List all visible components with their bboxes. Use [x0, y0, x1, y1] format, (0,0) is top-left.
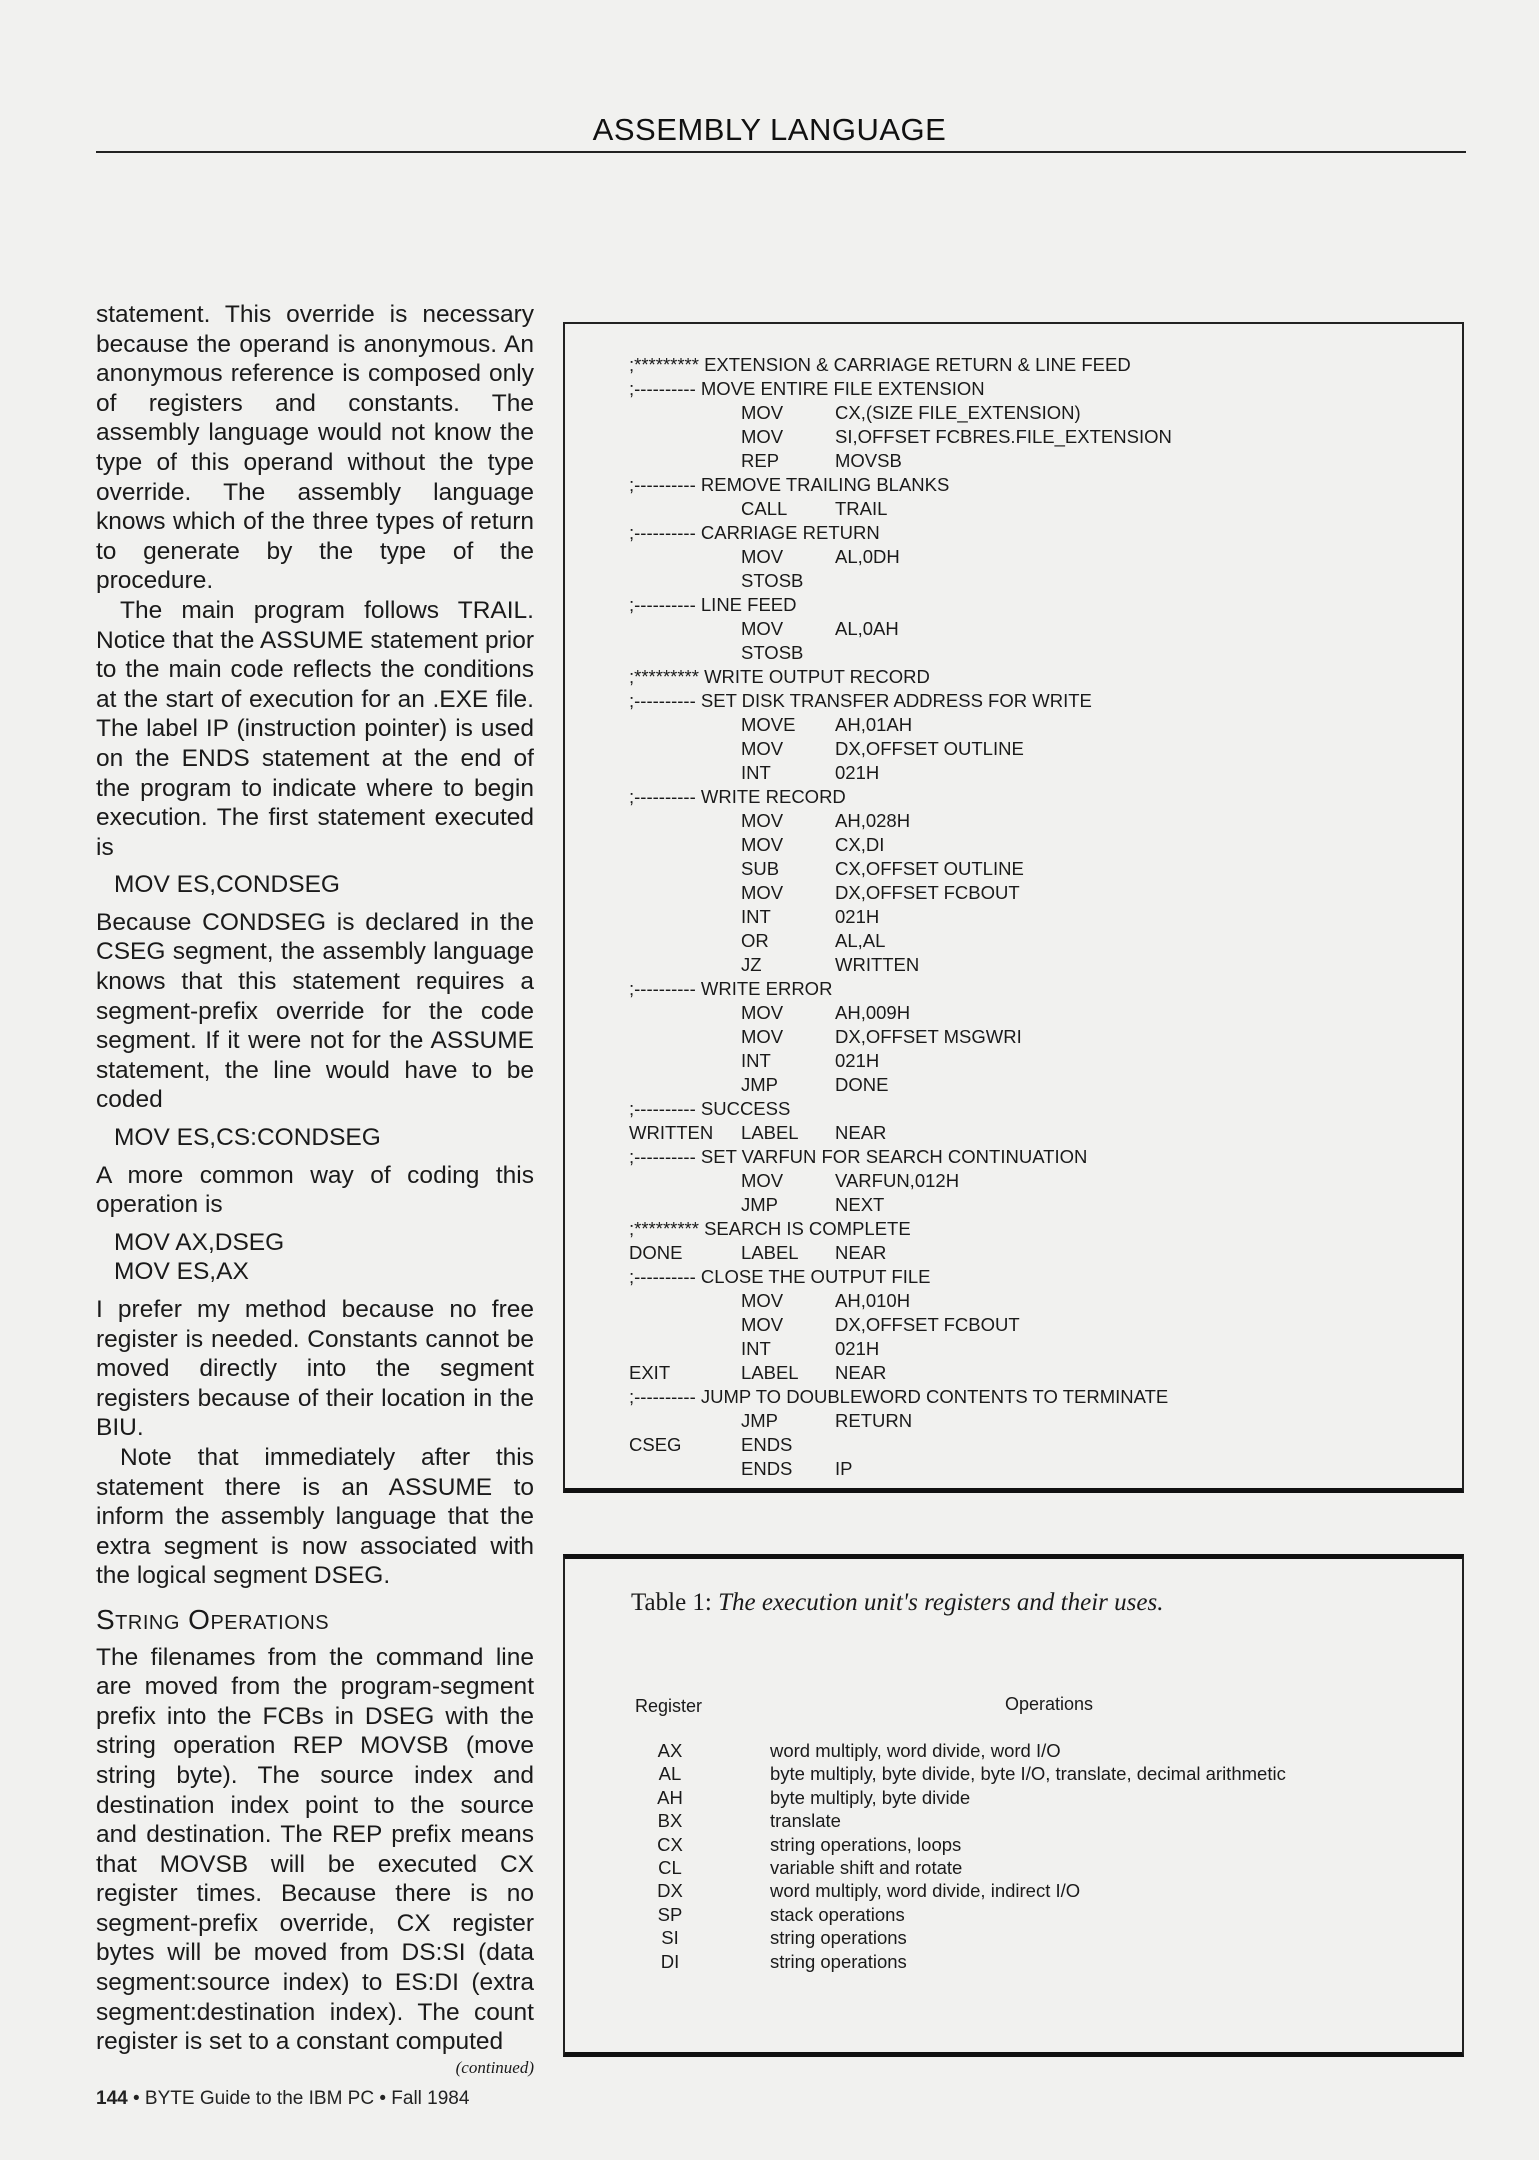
code-label: CSEG: [629, 1434, 682, 1455]
column-header-register: Register: [635, 1696, 703, 1716]
code-opcode: MOV: [741, 1026, 784, 1047]
comment-text: ;---------- WRITE RECORD: [629, 786, 846, 807]
code-operand: AL,0AH: [835, 618, 899, 639]
code-opcode: CALL: [741, 498, 788, 519]
code-text: MOV ES,AX: [114, 1258, 249, 1286]
register-name: SI: [661, 1927, 679, 1949]
code-opcode: JZ: [741, 954, 762, 975]
comment-text: ;---------- SUCCESS: [629, 1098, 791, 1119]
listing-code-line: [629, 545, 1168, 569]
comment-text: ;---------- SET DISK TRANSFER ADDRESS FOR WRITE: [629, 690, 1092, 711]
register-operations: string operations, loops: [770, 1833, 962, 1855]
code-listing: [629, 353, 1172, 1481]
column-header-operations: Operations: [1005, 1694, 1094, 1714]
section-heading: String Operations: [96, 1603, 330, 1635]
code-operand: CX,OFFSET OUTLINE: [835, 858, 1024, 879]
listing-code-line: [629, 1049, 1168, 1073]
register-name: DI: [660, 1950, 680, 1972]
code-label: DONE: [629, 1242, 683, 1263]
listing-comment-line: [629, 521, 1168, 545]
code-operand: 021H: [835, 762, 880, 783]
code-operand: 021H: [835, 906, 880, 927]
listing-code-line: [629, 1457, 1168, 1481]
listing-code-line: [629, 929, 1168, 953]
listing-code-line: [629, 953, 1168, 977]
header-rule: [96, 151, 1466, 153]
page-footer: [96, 2088, 469, 2110]
listing-code-line: [629, 617, 1168, 641]
code-opcode: STOSB: [741, 642, 804, 663]
listing-code-line: [629, 1025, 1168, 1049]
listing-comment-line: [629, 377, 1168, 401]
register-operations: byte multiply, byte divide, byte I/O, translate, decimal arithmetic: [770, 1763, 1286, 1785]
comment-text: ;********* WRITE OUTPUT RECORD: [629, 666, 930, 687]
paragraph: statement. This override is necessary because the operand is anonymous. An anonymous reference is composed only of registers and constants. The assembly language would not know the type of this operand without the type override. The assembly language knows which of the three types of return to generate by the type of the procedure.: [96, 301, 534, 595]
listing-code-line: [629, 1001, 1168, 1025]
register-name: BX: [657, 1810, 683, 1832]
listing-code-line: [629, 1241, 1168, 1265]
register-operations: word multiply, word divide, word I/O: [770, 1740, 1061, 1761]
code-operand: CX,(SIZE FILE_EXTENSION): [835, 402, 1081, 423]
listing-code-line: [629, 905, 1168, 929]
page-number: 144: [96, 2088, 128, 2109]
code-operand: AH,009H: [835, 1002, 911, 1023]
register-operations: stack operations: [770, 1903, 905, 1925]
listing-code-line: [629, 1409, 1168, 1433]
code-operand: DONE: [835, 1074, 889, 1095]
listing-code-line: [629, 809, 1168, 833]
code-operand: NEAR: [835, 1242, 887, 1263]
code-operand: 021H: [835, 1338, 880, 1359]
register-name: DX: [657, 1880, 683, 1902]
comment-text: ;---------- LINE FEED: [629, 594, 797, 615]
register-table-box: [563, 1554, 1464, 2057]
listing-code-line: [629, 425, 1172, 449]
listing-comment-line: [629, 665, 1168, 689]
register-operations: word multiply, word divide, indirect I/O: [770, 1880, 1081, 1902]
code-operand: NEAR: [835, 1122, 887, 1143]
listing-code-line: [629, 1193, 1168, 1217]
code-listing-box: [563, 322, 1464, 1493]
continued-note: (continued): [455, 2057, 534, 2077]
code-opcode: MOV: [741, 426, 784, 447]
listing-code-line: [629, 1289, 1168, 1313]
listing-code-line: [629, 761, 1168, 785]
code-opcode: INT: [741, 762, 771, 783]
inline-code: [114, 1228, 534, 1287]
code-opcode: MOVE: [741, 714, 796, 735]
code-opcode: MOV: [741, 618, 784, 639]
table-caption: [631, 1589, 1163, 1617]
inline-code: [114, 1123, 534, 1153]
listing-code-line: [629, 1433, 1168, 1457]
listing-code-line: [629, 497, 1168, 521]
code-opcode: STOSB: [741, 570, 804, 591]
listing-code-line: [629, 1313, 1168, 1337]
code-operand: MOVSB: [835, 450, 902, 471]
code-operand: TRAIL: [835, 498, 888, 519]
listing-comment-line: [629, 1145, 1168, 1169]
listing-code-line: [629, 569, 1168, 593]
code-operand: RETURN: [835, 1410, 913, 1431]
comment-text: ;---------- CLOSE THE OUTPUT FILE: [629, 1266, 931, 1287]
comment-text: ;********* SEARCH IS COMPLETE: [629, 1218, 911, 1239]
register-name: AL: [658, 1763, 682, 1785]
code-opcode: ENDS: [741, 1458, 793, 1479]
code-operand: DX,OFFSET FCBOUT: [835, 882, 1020, 903]
paragraph: A more common way of coding this operation is: [96, 1161, 534, 1219]
code-text: MOV AX,DSEG: [114, 1228, 285, 1256]
listing-code-line: [629, 641, 1168, 665]
listing-code-line: [629, 857, 1168, 881]
register-operations: translate: [770, 1810, 841, 1832]
code-text: MOV ES,CONDSEG: [114, 871, 340, 899]
code-opcode: JMP: [741, 1194, 778, 1215]
code-opcode: OR: [741, 930, 769, 951]
register-operations: string operations: [770, 1927, 907, 1949]
code-operand: VARFUN,012H: [835, 1170, 960, 1191]
code-operand: IP: [835, 1458, 853, 1479]
code-opcode: MOV: [741, 1314, 784, 1335]
listing-code-line: [629, 401, 1168, 425]
code-opcode: MOV: [741, 834, 784, 855]
listing-comment-line: [629, 785, 1168, 809]
listing-comment-line: [629, 353, 1168, 377]
code-operand: DX,OFFSET MSGWRI: [835, 1026, 1022, 1047]
code-operand: DX,OFFSET OUTLINE: [835, 738, 1024, 759]
code-opcode: SUB: [741, 858, 780, 879]
register-operations: string operations: [770, 1950, 907, 1972]
code-opcode: ENDS: [741, 1434, 793, 1455]
code-opcode: MOV: [741, 882, 784, 903]
code-operand: AH,01AH: [835, 714, 913, 735]
code-opcode: JMP: [741, 1074, 778, 1095]
code-opcode: JMP: [741, 1410, 778, 1431]
listing-code-line: [629, 449, 1168, 473]
paragraph: Note that immediately after this statement there is an ASSUME to inform the assembly language that the extra segment is now associated with the logical segment DSEG.: [96, 1443, 534, 1590]
code-opcode: INT: [741, 1050, 771, 1071]
paragraph: The main program follows TRAIL. Notice that the ASSUME statement prior to the main code reflects the conditions at the start of execution for an .EXE file. The label IP (instruction pointer) is used on the ENDS statement at the end of the program to indicate where to begin execution. The first statement executed is: [96, 596, 534, 861]
listing-code-line: [629, 737, 1168, 761]
listing-comment-line: [629, 1217, 1168, 1241]
register-name: AH: [657, 1786, 683, 1808]
code-opcode: MOV: [741, 810, 784, 831]
listing-code-line: [629, 1361, 1168, 1385]
register-operations: variable shift and rotate: [770, 1856, 963, 1878]
code-opcode: LABEL: [741, 1122, 799, 1143]
footer-text: • BYTE Guide to the IBM PC • Fall 1984: [132, 2088, 470, 2109]
paragraph: Because CONDSEG is declared in the CSEG segment, the assembly language knows that this statement requires a segment-prefix override for the code segment. If it were not for the ASSUME statement, the line would have to be coded: [96, 908, 534, 1114]
code-opcode: LABEL: [741, 1242, 799, 1263]
listing-code-line: [629, 1169, 1168, 1193]
code-opcode: MOV: [741, 1002, 784, 1023]
code-operand: DX,OFFSET FCBOUT: [835, 1314, 1020, 1335]
register-operations: byte multiply, byte divide: [770, 1786, 971, 1808]
listing-comment-line: [629, 1265, 1168, 1289]
code-operand: SI,OFFSET FCBRES.FILE_EXTENSION: [835, 426, 1172, 447]
code-operand: AH,028H: [835, 810, 911, 831]
register-name: CL: [658, 1856, 682, 1878]
register-name: SP: [657, 1903, 683, 1925]
code-operand: WRITTEN: [835, 954, 920, 975]
listing-comment-line: [629, 977, 1168, 1001]
listing-comment-line: [629, 1097, 1168, 1121]
code-operand: AH,010H: [835, 1290, 911, 1311]
comment-text: ;---------- CARRIAGE RETURN: [629, 522, 880, 543]
code-label: WRITTEN: [629, 1122, 714, 1143]
table-caption-label: Table 1:: [631, 1589, 712, 1616]
code-opcode: INT: [741, 906, 771, 927]
code-opcode: LABEL: [741, 1362, 799, 1383]
comment-text: ;---------- WRITE ERROR: [629, 978, 833, 999]
code-operand: 021H: [835, 1050, 880, 1071]
running-header: ASSEMBLY LANGUAGE: [592, 112, 947, 147]
code-opcode: MOV: [741, 1290, 784, 1311]
listing-code-line: [629, 713, 1168, 737]
code-operand: AL,AL: [835, 930, 886, 951]
comment-text: ;********* EXTENSION & CARRIAGE RETURN & LINE FEED: [629, 354, 1131, 375]
listing-comment-line: [629, 593, 1168, 617]
listing-code-line: [629, 1121, 1168, 1145]
code-operand: NEXT: [835, 1194, 885, 1215]
code-text: MOV ES,CS:CONDSEG: [114, 1124, 381, 1152]
listing-code-line: [629, 1337, 1168, 1361]
code-operand: AL,0DH: [835, 546, 900, 567]
comment-text: ;---------- MOVE ENTIRE FILE EXTENSION: [629, 378, 985, 399]
code-label: EXIT: [629, 1362, 671, 1383]
listing-comment-line: [629, 473, 1168, 497]
code-operand: CX,DI: [835, 834, 885, 855]
register-name: AX: [657, 1740, 683, 1761]
paragraph: The filenames from the command line are moved from the program-segment prefix into the FCBs in DSEG with the string operation REP MOVSB (move string byte). The source index and destination index point to the source and destination. The REP prefix means that MOVSB will be executed CX register times. Because there is no segment-prefix override, CX register bytes will be moved from DS:SI (data segment:source index) to ES:DI (extra segment:destination index). The count register is set to a constant computed: [96, 1643, 534, 2056]
comment-text: ;---------- SET VARFUN FOR SEARCH CONTINUATION: [629, 1146, 1088, 1167]
listing-code-line: [629, 881, 1168, 905]
listing-code-line: [629, 833, 1168, 857]
code-opcode: REP: [741, 450, 780, 471]
register-name: CX: [657, 1833, 683, 1855]
table-caption-text: The execution unit's registers and their uses.: [718, 1589, 1164, 1616]
code-opcode: MOV: [741, 1170, 784, 1191]
code-operand: NEAR: [835, 1362, 887, 1383]
code-opcode: INT: [741, 1338, 771, 1359]
code-opcode: MOV: [741, 402, 784, 423]
listing-comment-line: [629, 689, 1168, 713]
listing-comment-line: [629, 1385, 1168, 1409]
listing-code-line: [629, 1073, 1168, 1097]
code-opcode: MOV: [741, 546, 784, 567]
code-opcode: MOV: [741, 738, 784, 759]
paragraph: I prefer my method because no free register is needed. Constants cannot be moved directly into the segment registers because of their location in the BIU.: [96, 1296, 534, 1442]
comment-text: ;---------- JUMP TO DOUBLEWORD CONTENTS TO TERMINATE: [629, 1386, 1169, 1407]
comment-text: ;---------- REMOVE TRAILING BLANKS: [629, 474, 950, 495]
inline-code: [114, 870, 534, 900]
article-column: [96, 300, 534, 2079]
